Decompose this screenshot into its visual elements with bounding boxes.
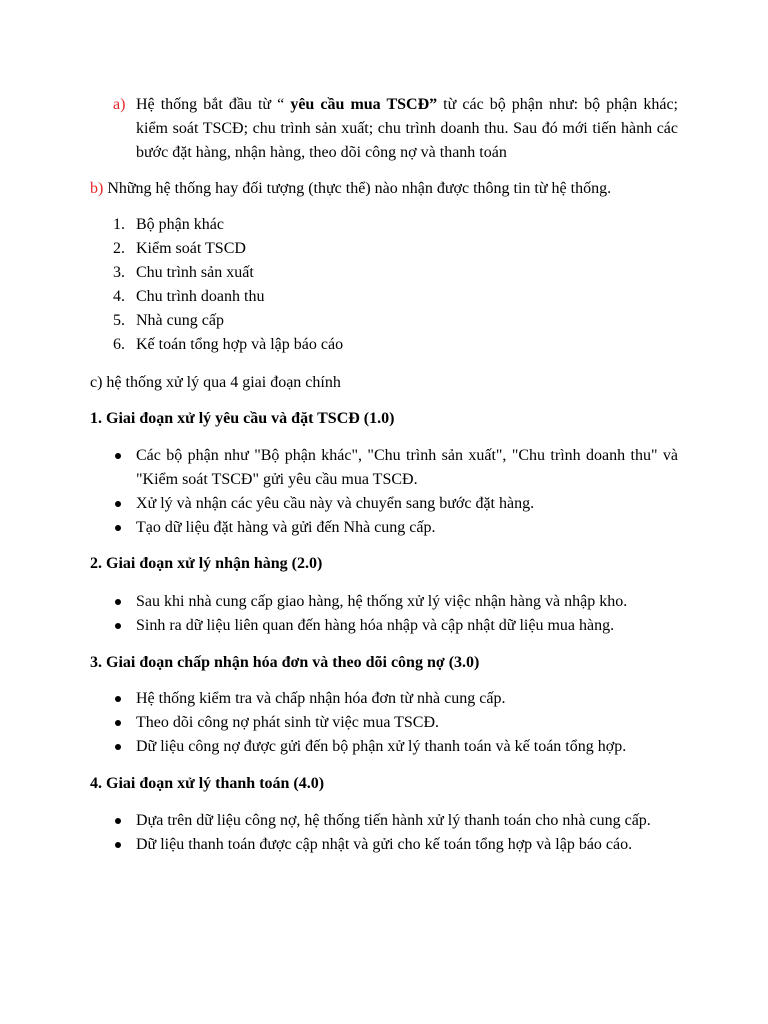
list-number: 4. [113,288,125,305]
bullet-item [113,444,678,492]
bullet-text: Tạo dữ liệu đặt hàng và gửi đến Nhà cung cấp. [136,519,436,536]
item-a-body [136,93,678,165]
list-text: Chu trình sản xuất [136,264,254,281]
bullet-item [113,833,678,857]
list-item [113,309,613,333]
bullet-text: Sinh ra dữ liệu liên quan đến hàng hóa nhập và cập nhật dữ liệu mua hàng. [136,617,615,634]
list-number: 5. [113,312,125,329]
list-text: Nhà cung cấp [136,312,224,329]
stage-1-bullets [113,444,678,540]
item-b-marker: b) [90,180,104,197]
bullet-item [113,735,678,759]
item-a-text-after: từ các bộ phận như: bộ phận khác; kiểm soát TSCĐ; chu trình sản xuất; chu trình doanh thu. Sau đó mới tiến hành các bước đặt hàng, nhận hàng, theo dõi công nợ và thanh toán [136,96,678,161]
item-b-text: Những hệ thống hay đối tượng (thực thể) nào nhận được thông tin từ hệ thống. [103,180,612,197]
bullet-dot [115,696,121,702]
stage-3-bullets [113,687,678,759]
bullet-text: Các bộ phận như "Bộ phận khác", "Chu trình sản xuất", "Chu trình doanh thu" và "Kiểm soát TSCĐ" gửi yêu cầu mua TSCĐ. [136,447,678,488]
bullet-item [113,687,678,711]
bullet-dot [115,842,121,848]
stage-4-bullets [113,809,678,857]
bullet-item [113,614,678,638]
bullet-text: Hệ thống kiểm tra và chấp nhận hóa đơn từ nhà cung cấp. [136,690,506,707]
list-number: 2. [113,240,125,257]
item-a-text-before: Hệ thống bắt đầu từ “ [136,96,291,113]
list-item [113,285,613,309]
bullet-dot [115,623,121,629]
bullet-dot [115,501,121,507]
bullet-text: Xử lý và nhận các yêu cầu này và chuyển sang bước đặt hàng. [136,495,535,512]
list-text: Chu trình doanh thu [136,288,265,305]
stage-4-heading: 4. Giai đoạn xử lý thanh toán (4.0) [90,775,325,792]
list-item [113,333,613,357]
receivers-list [113,213,613,357]
bullet-dot [115,744,121,750]
list-number: 6. [113,336,125,353]
bullet-item [113,590,678,614]
list-item [113,237,613,261]
bullet-text: Dữ liệu công nợ được gửi đến bộ phận xử lý thanh toán và kế toán tổng hợp. [136,738,627,755]
bullet-dot [115,525,121,531]
item-a-text-bold: yêu cầu mua TSCĐ” [290,96,438,113]
stage-2-heading: 2. Giai đoạn xử lý nhận hàng (2.0) [90,555,323,572]
stage-3-heading: 3. Giai đoạn chấp nhận hóa đơn và theo dõi công nợ (3.0) [90,654,480,671]
bullet-text: Dữ liệu thanh toán được cập nhật và gửi cho kế toán tổng hợp và lập báo cáo. [136,836,633,853]
bullet-item [113,516,678,540]
bullet-item [113,492,678,516]
item-a-marker: a) [113,96,126,113]
item-a-paragraph [113,93,678,165]
stage-2-bullets [113,590,678,638]
bullet-dot [115,818,121,824]
item-c-paragraph: c) hệ thống xử lý qua 4 giai đoạn chính [90,374,341,391]
item-b-paragraph [90,177,611,201]
bullet-dot [115,453,121,459]
stage-1-heading: 1. Giai đoạn xử lý yêu cầu và đặt TSCĐ (1.0) [90,410,395,427]
list-item [113,213,613,237]
list-text: Kiểm soát TSCD [136,240,246,257]
bullet-text: Theo dõi công nợ phát sinh từ việc mua TSCĐ. [136,714,440,731]
bullet-dot [115,599,121,605]
list-number: 1. [113,216,125,233]
bullet-item [113,809,678,833]
bullet-dot [115,720,121,726]
bullet-text: Sau khi nhà cung cấp giao hàng, hệ thống xử lý việc nhận hàng và nhập kho. [136,593,628,610]
list-text: Kế toán tổng hợp và lập báo cáo [136,336,344,353]
list-number: 3. [113,264,125,281]
bullet-item [113,711,678,735]
list-text: Bộ phận khác [136,216,224,233]
bullet-text: Dựa trên dữ liệu công nợ, hệ thống tiến hành xử lý thanh toán cho nhà cung cấp. [136,812,651,829]
list-item [113,261,613,285]
